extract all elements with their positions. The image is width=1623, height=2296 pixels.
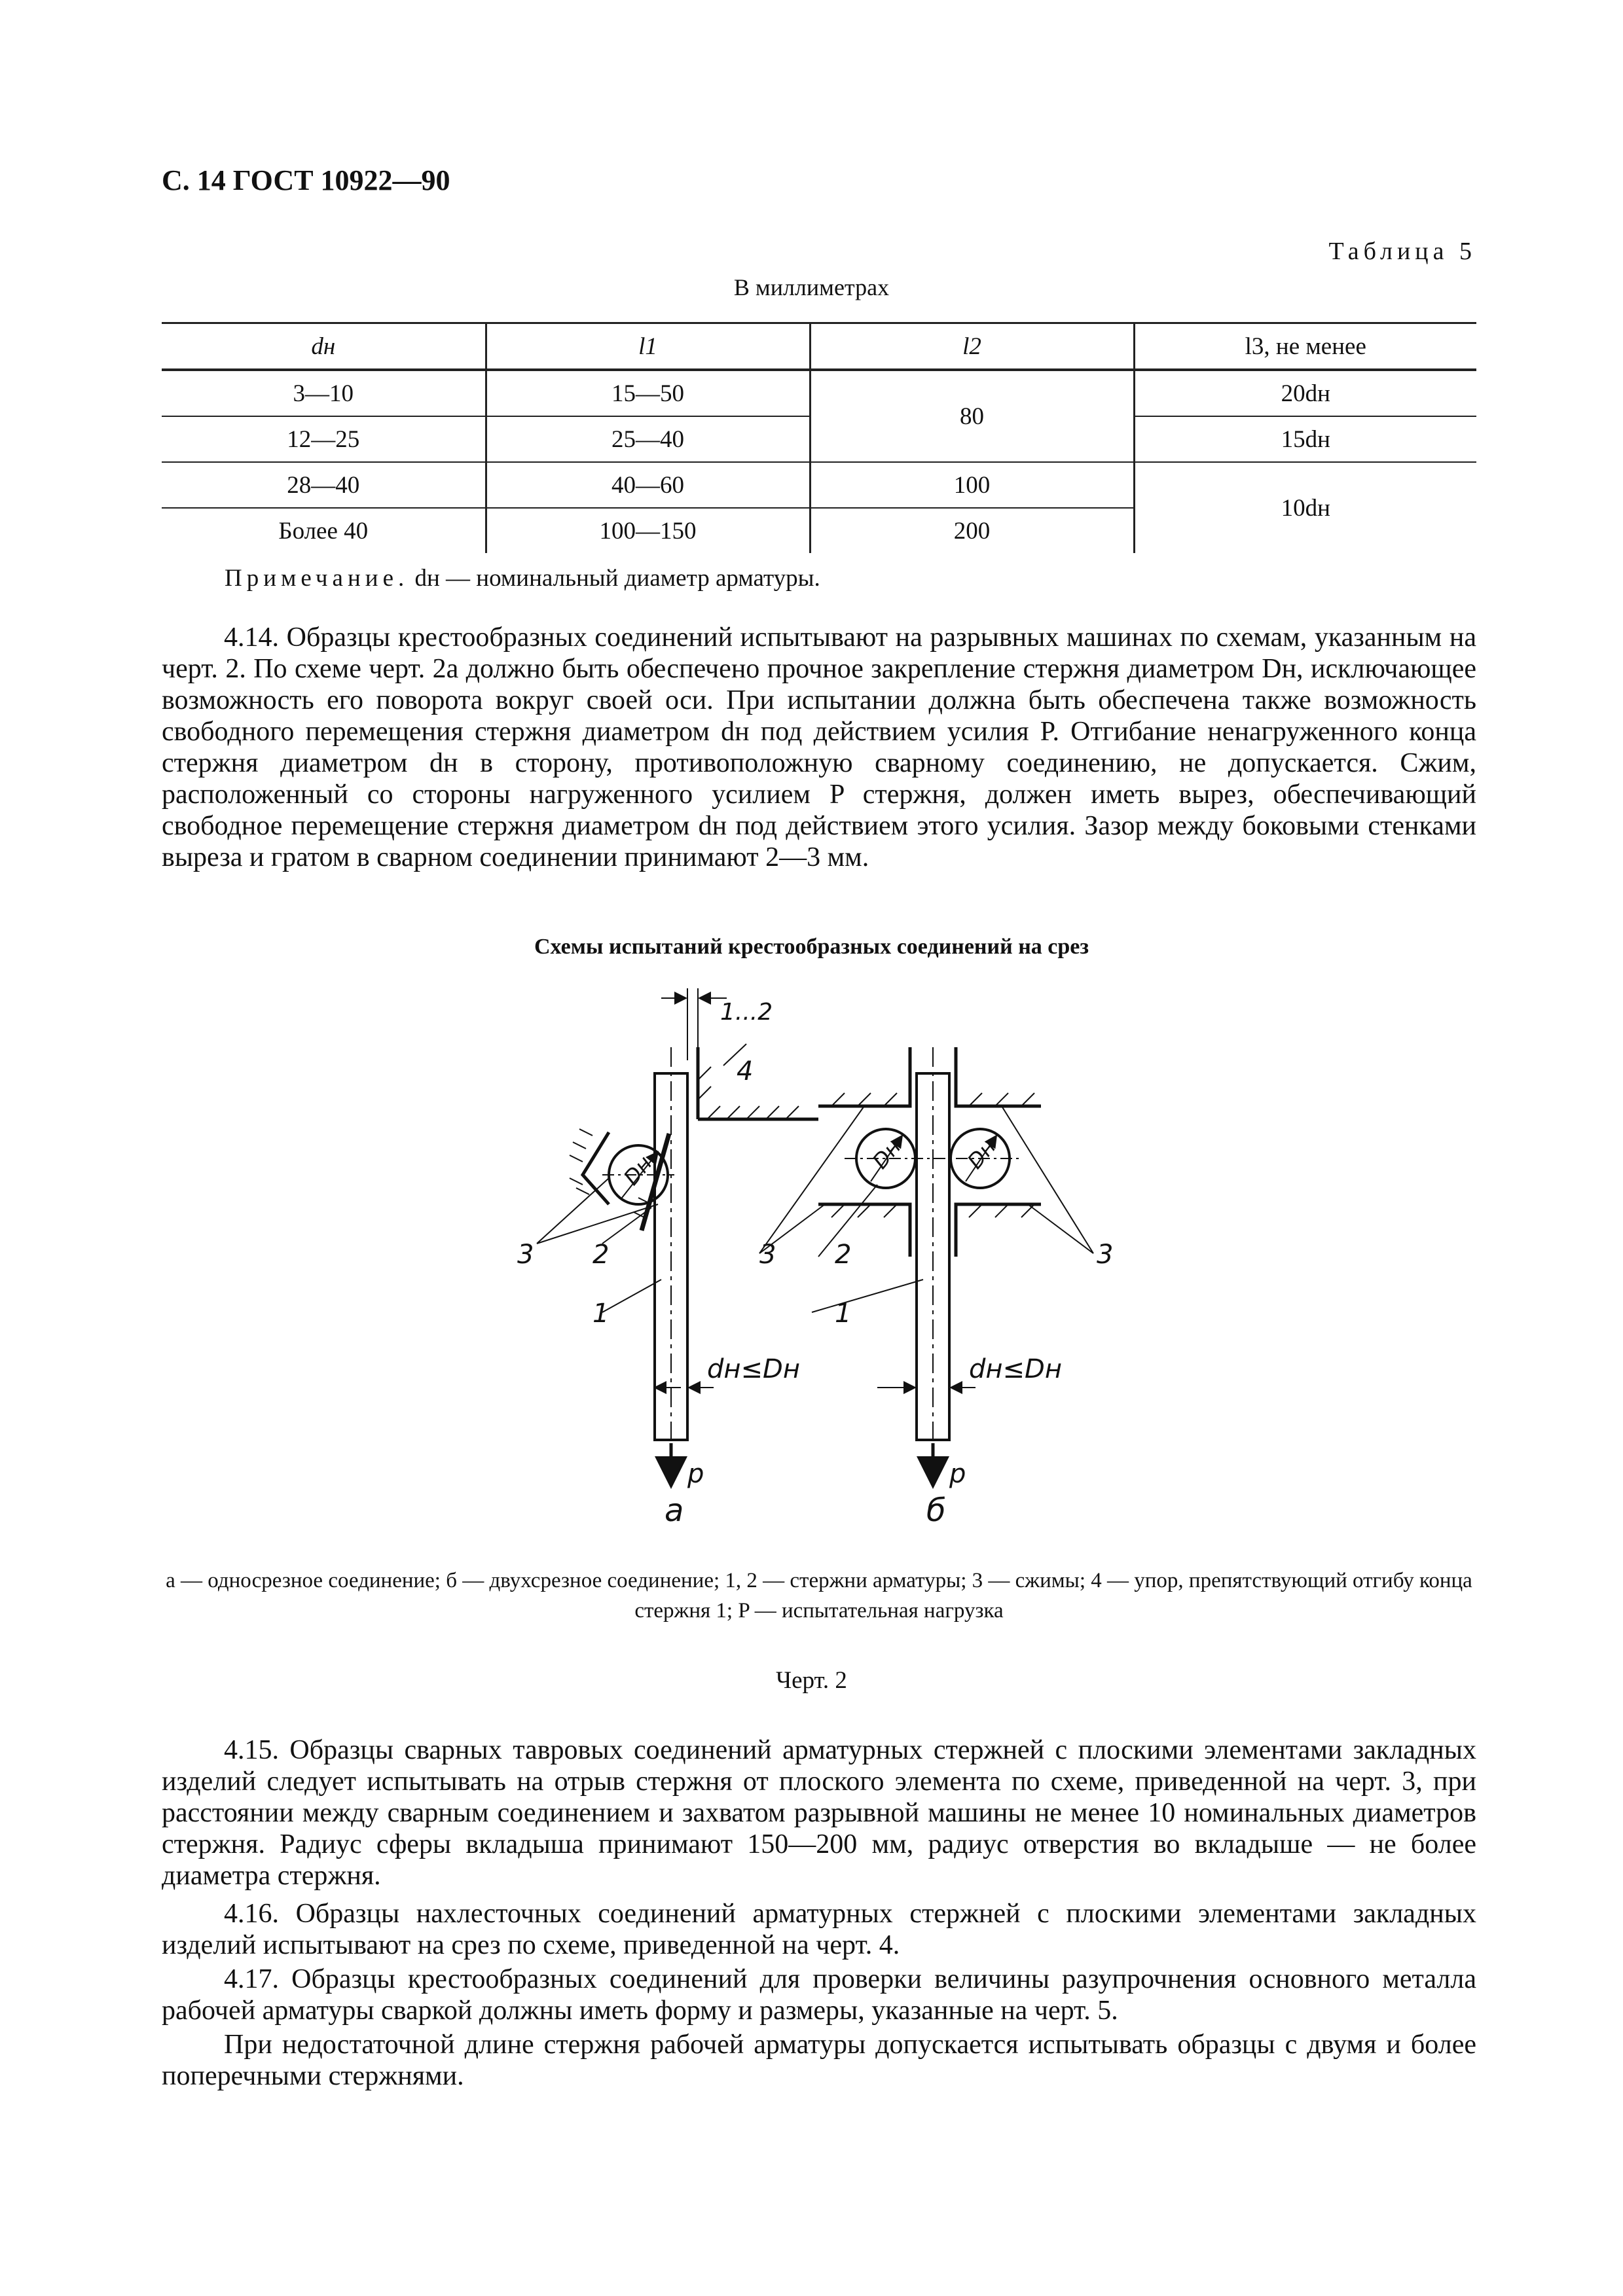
scheme-b bbox=[759, 1047, 1093, 1486]
table-cell-dn: 12—25 bbox=[162, 416, 486, 462]
table-header-row bbox=[162, 323, 1476, 370]
table-note-label: Примечание. bbox=[225, 565, 409, 592]
table-5 bbox=[162, 322, 1476, 553]
gap-label: 1...2 bbox=[720, 999, 773, 1026]
label-1-a: 1 bbox=[593, 1299, 610, 1329]
clamp-bottom-b bbox=[818, 1204, 1041, 1257]
table-cell-dn: Более 40 bbox=[278, 517, 369, 545]
paragraph-4-16: 4.16. Образцы нахлесточных соединений арматурных стержней с плоскими элементами закладных изделий испытывают на срез по схеме, приведенной на черт. 4. bbox=[162, 1899, 1476, 1960]
scheme-a bbox=[537, 988, 818, 1486]
figure-letter-a: а bbox=[665, 1492, 684, 1529]
dim-label-a: dн≤Dн bbox=[707, 1354, 801, 1384]
table-cell-l1: 40—60 bbox=[486, 462, 810, 508]
table-cell-dn: 28—40 bbox=[162, 462, 486, 508]
label-4: 4 bbox=[737, 1056, 754, 1086]
table-label: Таблица 5 bbox=[1328, 238, 1476, 265]
table-header-l1: l1 bbox=[486, 323, 810, 370]
table-cell-l2: 200 bbox=[810, 508, 1134, 553]
table-header-l3: l3, не менее bbox=[1134, 323, 1476, 370]
label-3-a: 3 bbox=[517, 1240, 534, 1270]
table-note bbox=[225, 564, 820, 592]
figure-number: Черт. 2 bbox=[776, 1667, 847, 1694]
page-header: С. 14 ГОСТ 10922—90 bbox=[162, 164, 450, 196]
table-cell-l2: 100 bbox=[810, 462, 1134, 508]
figure-drawing bbox=[511, 982, 1139, 1518]
table-row bbox=[162, 462, 1476, 508]
label-2-b: 2 bbox=[835, 1240, 852, 1270]
table-cell-l1: 25—40 bbox=[486, 416, 810, 462]
table-units: В миллиметрах bbox=[733, 274, 890, 300]
table-cell-l3: 10dн bbox=[1134, 462, 1476, 553]
table-cell-l2: 80 bbox=[810, 370, 1134, 462]
paragraph-4-17: 4.17. Образцы крестообразных соединений для проверки величины разупрочнения основного металла рабочей арматуры сваркой должны иметь форму и размеры, указанные на черт. 5. bbox=[162, 1964, 1476, 2026]
load-label-b: p bbox=[949, 1459, 966, 1489]
dh-label-a: Dн bbox=[619, 1151, 657, 1191]
table-cell-l1: 15—50 bbox=[486, 370, 810, 416]
table-header-l2: l2 bbox=[810, 323, 1134, 370]
table-row bbox=[162, 370, 1476, 416]
figure-caption: а — односрезное соединение; б — двухсрезное соединение; 1, 2 — стержни арматуры; 3 — сжимы; 4 — упор, препятствующий отгибу конца стержня 1; P — испытательная нагрузка bbox=[166, 1569, 1472, 1623]
table-cell-l3: 15dн bbox=[1134, 416, 1476, 462]
label-3-b-right: 3 bbox=[1097, 1240, 1114, 1270]
table-header-dn: dн bbox=[162, 323, 486, 370]
table-cell-l3: 20dн bbox=[1134, 370, 1476, 416]
paragraph-4-15: 4.15. Образцы сварных тавровых соединений арматурных стержней с плоскими элементами закладных изделий следует испытывать на отрыв стержня от плоского элемента по схеме, приведенной на черт. 3, при расстоянии между сварным соединением и захватом разрывной машины не менее 10 номинальных диаметров стержня. Радиус сферы вкладыша принимают 150—200 мм, радиус отверстия во вкладыше — не более диаметра стержня. bbox=[162, 1735, 1476, 1891]
load-label-a: p bbox=[687, 1459, 704, 1489]
label-1-b: 1 bbox=[835, 1299, 852, 1329]
stop-4 bbox=[698, 1047, 818, 1119]
figure-title: Схемы испытаний крестообразных соединений на срез bbox=[534, 935, 1089, 959]
dh-label-b-right: Dн bbox=[962, 1134, 1001, 1174]
figure-letter-b: б bbox=[926, 1492, 946, 1529]
dh-label-b-left: Dн bbox=[867, 1134, 906, 1174]
dim-label-b: dн≤Dн bbox=[969, 1354, 1063, 1384]
paragraph-4-17-continued: При недостаточной длине стержня рабочей арматуры допускается испытывать образцы с двумя и более поперечными стержнями. bbox=[162, 2030, 1476, 2091]
label-2-a: 2 bbox=[593, 1240, 610, 1270]
paragraph-4-14: 4.14. Образцы крестообразных соединений испытывают на разрывных машинах по схемам, указанным на черт. 2. По схеме черт. 2а должно быть обеспечено прочное закрепление стержня диаметром Dн, исключающее возможность его поворота вокруг своей оси. При испытании должна быть обеспечена также возможность свободного перемещения стержня диаметром dн под действием усилия P. Отгибание ненагруженного конца стержня диаметром dн в сторону, противоположную сварному соединению, не допускается. Сжим, расположенный со стороны нагруженного усилием P стержня, должен иметь вырез, обеспечивающий свободное перемещение стержня диаметром dн под действием этого усилия. Зазор между боковыми стенками выреза и гратом в сварном соединении принимают 2—3 мм. bbox=[162, 622, 1476, 872]
table-cell-l1: 100—150 bbox=[486, 508, 810, 553]
table-cell-dn: 3—10 bbox=[162, 370, 486, 416]
table-note-text: dн — номинальный диаметр арматуры. bbox=[414, 565, 820, 592]
label-3-b-left: 3 bbox=[759, 1240, 776, 1270]
clamp-top-b bbox=[818, 1047, 1041, 1106]
